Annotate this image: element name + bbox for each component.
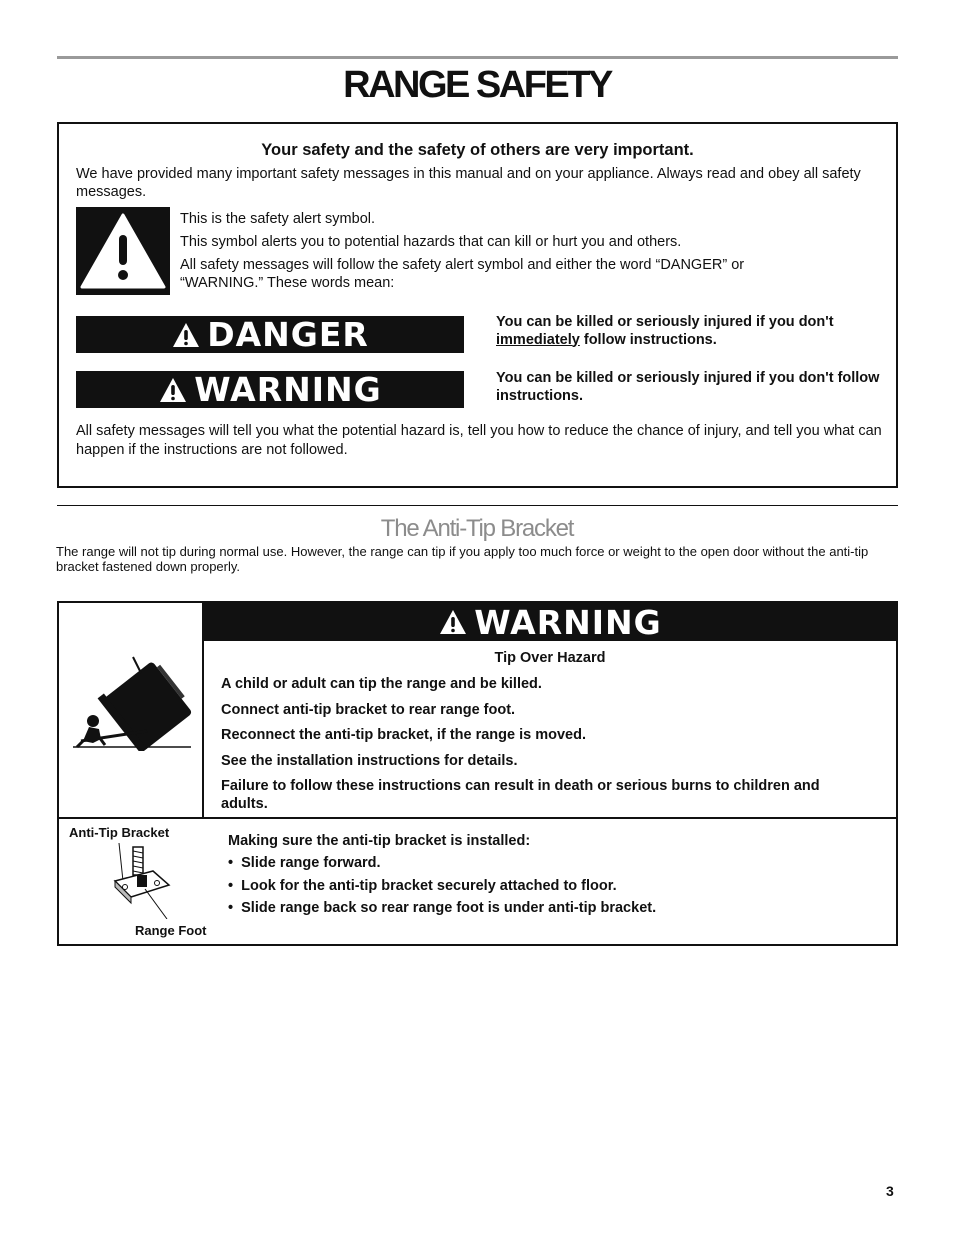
range-foot-label: Range Foot <box>135 923 207 938</box>
warning-signal-bar <box>204 603 896 641</box>
warning-signal-bar <box>76 371 464 408</box>
hazard-title: Tip Over Hazard <box>494 650 606 666</box>
safety-intro-text: We have provided many important safety messages in this manual and on your appliance. Always read and obey all safety messages. <box>76 166 861 200</box>
danger-desc-emphasis: immediately <box>496 331 580 348</box>
danger-desc-text: You can be killed or seriously injured if you don't <box>496 314 834 330</box>
anti-tip-bracket-label: Anti-Tip Bracket <box>69 825 170 840</box>
warning-description: You can be killed or seriously injured if you don't follow instructions. <box>496 370 880 404</box>
safety-info-box <box>57 122 898 488</box>
divider <box>59 817 896 819</box>
install-step-text: Slide range back so rear range foot is under anti-tip bracket. <box>241 900 657 916</box>
hazard-line: A child or adult can tip the range and be killed. <box>221 676 542 692</box>
danger-word: DANGER <box>207 315 369 354</box>
page-number: 3 <box>886 1183 894 1199</box>
danger-alert-icon <box>171 321 201 349</box>
hazard-line: Connect anti-tip bracket to rear range foot. <box>221 702 516 718</box>
warning-alert-icon <box>438 608 468 636</box>
warning-word: WARNING <box>194 370 382 409</box>
page-title: RANGE SAFETY <box>343 64 611 106</box>
warning-alert-icon <box>158 376 188 404</box>
warning-word: WARNING <box>474 602 662 642</box>
anti-tip-title: The Anti-Tip Bracket <box>380 515 574 542</box>
anti-tip-warning-box <box>57 601 898 946</box>
anti-tip-intro: The range will not tip during normal use. However, the range can tip if you apply too much force or weight to the open door without the anti-tip bracket fastened down properly. <box>56 544 869 574</box>
install-step-text: Look for the anti-tip bracket securely attached to floor. <box>241 878 617 894</box>
install-step: • Look for the anti-tip bracket securely attached to floor. <box>228 878 617 894</box>
install-step: • Slide range forward. <box>228 855 381 871</box>
danger-description <box>496 314 886 349</box>
hazard-line: See the installation instructions for details. <box>221 753 518 769</box>
safety-box-heading: Your safety and the safety of others are very important. <box>261 141 694 159</box>
safety-alert-symbol-icon <box>76 207 170 295</box>
danger-signal-bar <box>76 316 464 353</box>
hazard-line: Failure to follow these instructions can result in death or serious burns to children and adults. <box>221 778 820 812</box>
symbol-line-2: This symbol alerts you to potential hazards that can kill or hurt you and others. <box>180 234 682 250</box>
install-step-text: Slide range forward. <box>241 855 381 871</box>
safety-outro-text: All safety messages will tell you what the potential hazard is, tell you how to reduce the chance of injury, and tell you what can happen if the instructions are not followed. <box>76 423 882 458</box>
symbol-line-1: This is the safety alert symbol. <box>180 211 376 227</box>
danger-desc-end: follow instructions. <box>583 331 717 348</box>
section-rule <box>57 505 898 506</box>
hazard-line: Reconnect the anti-tip bracket, if the range is moved. <box>221 727 586 743</box>
symbol-line-3: All safety messages will follow the safety alert symbol and either the word “DANGER” or “WARNING.” These words mean: <box>180 257 745 291</box>
range-tip-over-illustration <box>69 651 193 751</box>
anti-tip-bracket-illustration <box>101 841 181 919</box>
install-heading: Making sure the anti-tip bracket is installed: <box>228 833 531 849</box>
top-rule <box>57 56 898 59</box>
install-step: • Slide range back so rear range foot is under anti-tip bracket. <box>228 900 657 916</box>
